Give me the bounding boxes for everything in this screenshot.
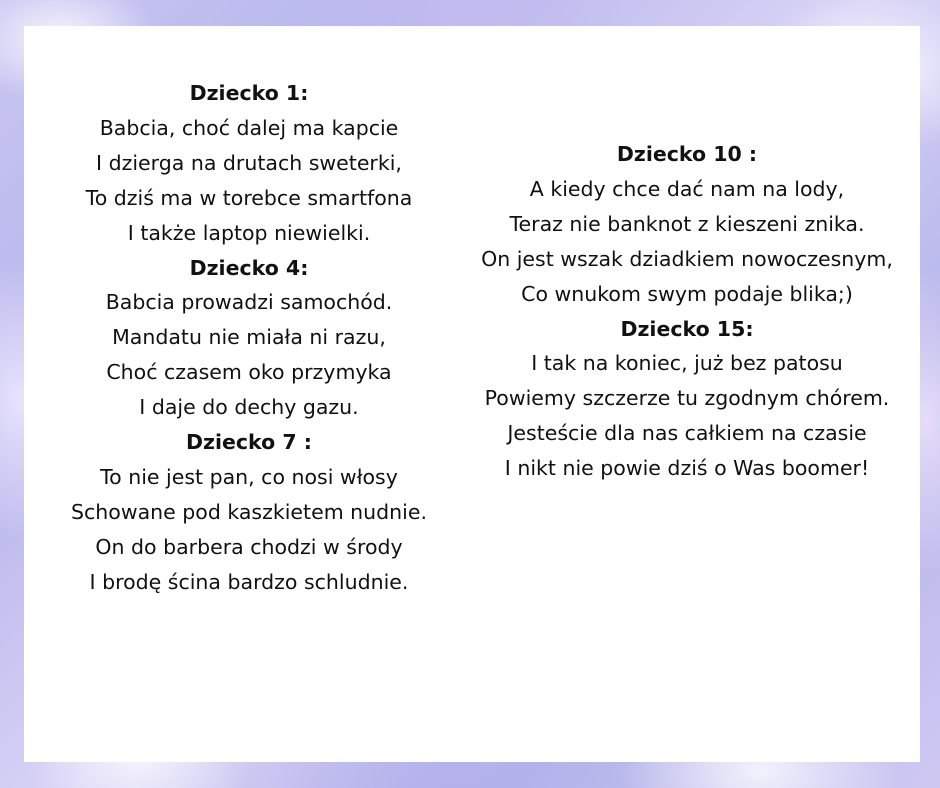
poem-line: I brodę ścina bardzo schludnie. [89,569,409,594]
poem-line: Teraz nie banknot z kieszeni znika. [509,211,865,236]
poem-line: On do barbera chodzi w środy [95,534,403,559]
poem-line: On jest wszak dziadkiem nowoczesnym, [481,246,893,271]
poem-line: I tak na koniec, już bez patosu [531,351,843,376]
poem-line: Powiemy szczerze tu zgodnym chórem. [484,386,890,411]
poem-line: Jesteście dla nas całkiem na czasie [507,421,867,446]
stanza [24,425,474,600]
stanza-heading: Dziecko 1: [189,81,309,105]
poem-line: Babcia prowadzi samochód. [105,290,393,315]
stanza [442,137,932,312]
stanza [24,76,474,251]
right-column [442,137,932,486]
poem-line: Choć czasem oko przymyka [106,360,392,385]
poem-line: I także laptop niewielki. [127,220,371,245]
stanza [442,312,932,487]
left-column [24,76,474,600]
poem-line: Schowane pod kaszkietem nudnie. [71,499,427,524]
poem-line: I nikt nie powie dziś o Was boomer! [504,456,870,481]
poem-line: A kiedy chce dać nam na lody, [529,176,845,201]
stanza [24,251,474,426]
stanza-heading: Dziecko 4: [189,255,309,280]
poem-line: Babcia, choć dalej ma kapcie [99,115,399,140]
stanza-heading: Dziecko 10 : [616,142,758,166]
poem-line: Mandatu nie miała ni razu, [112,325,386,350]
poem-line: Co wnukom swym podaje blika;) [521,281,853,306]
stanza-heading: Dziecko 7 : [186,430,312,455]
poem-line: I daje do dechy gazu. [139,395,359,420]
stanza-heading: Dziecko 15: [620,316,754,341]
poem-line: To dziś ma w torebce smartfona [85,185,413,210]
poem-line: I dzierga na drutach sweterki, [96,150,402,175]
poem-line: To nie jest pan, co nosi włosy [100,464,398,489]
poem-card [24,26,920,762]
